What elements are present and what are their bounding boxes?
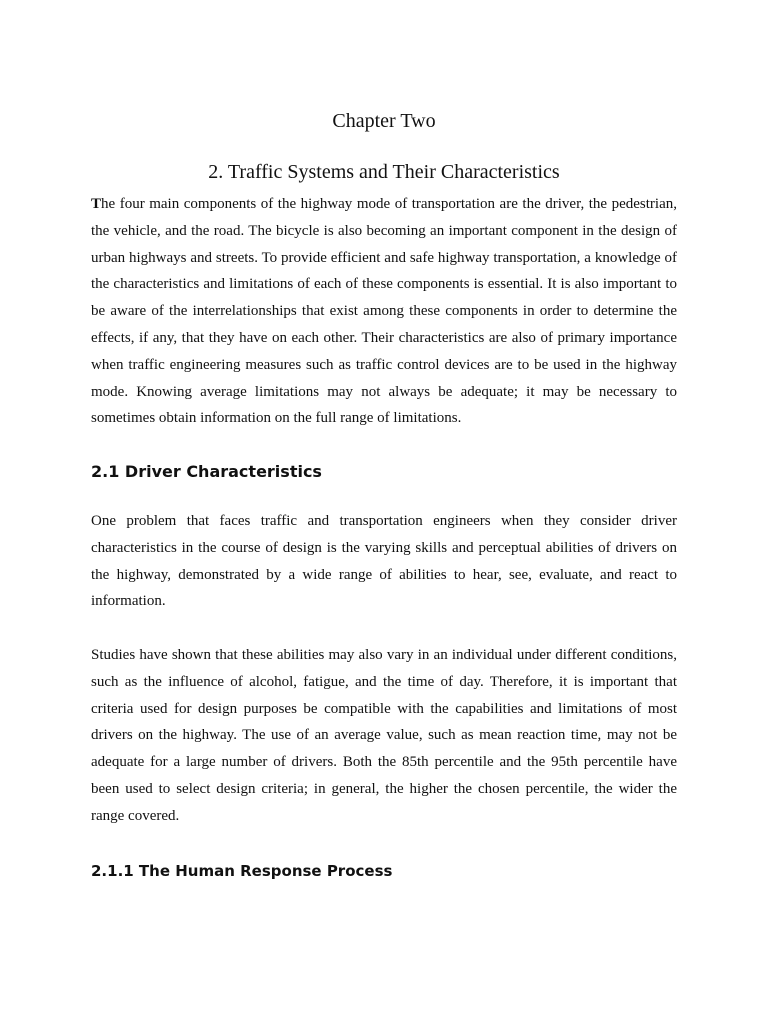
driver-paragraph-2: Studies have shown that these abilities may also vary in an individual under different conditions, such as the influence of alcohol, fatigue, and the time of day. Therefore, it is important that criteria used for design purposes be compatible with the capabilities and limitations of most drivers on the highway. The use of an average value, such as mean reaction time, may not be adequate for a large number of drivers. Both the 85th percentile and the 95th percentile have been used to select design criteria; in general, the higher the chosen percentile, the wider the range covered. xyxy=(91,647,677,824)
chapter-title: Chapter Two xyxy=(332,110,436,132)
section-title: 2. Traffic Systems and Their Characteristics xyxy=(208,161,560,183)
intro-dropcap: T xyxy=(91,196,102,212)
intro-paragraph-text: he four main components of the highway mode of transportation are the driver, the pedestrian, the vehicle, and the road. The bicycle is also becoming an important component in the design of urban highways and streets. To provide efficient and safe highway transportation, a knowledge of the characteristics and limitations of each of these components is essential. It is also important to be aware of the interrelationships that exist among these components in order to determine the effects, if any, that they have on each other. Their characteristics are also of primary importance when traffic engineering measures such as traffic control devices are to be used in the highway mode. Knowing average limitations may not always be adequate; it may be necessary to sometimes obtain information on the full range of limitations. xyxy=(91,196,677,427)
intro-paragraph xyxy=(91,191,677,432)
subsubsection-title: 2.1.1 The Human Response Process xyxy=(91,862,393,880)
driver-paragraph-1: One problem that faces traffic and transportation engineers when they consider driver characteristics in the course of design is the varying skills and perceptual abilities of drivers on the highway, demonstrated by a wide range of abilities to hear, see, evaluate, and react to information. xyxy=(91,513,677,610)
subsection-title: 2.1 Driver Characteristics xyxy=(91,462,322,481)
